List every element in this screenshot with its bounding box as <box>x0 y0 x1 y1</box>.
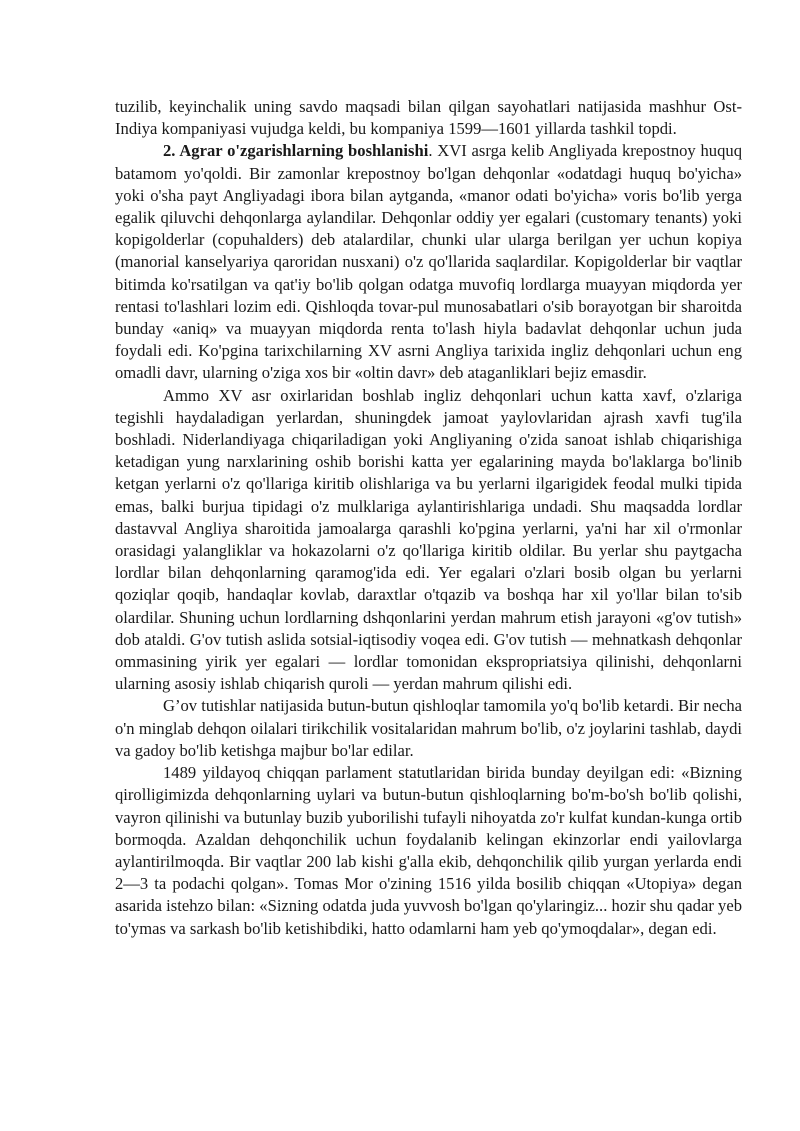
paragraph-text: . XVI asrga kelib Angliyada krepostnoy huquq batamom yo'qoldi. Bir zamonlar krepostnoy bo'lgan dehqonlar «odatdagi huquq bo'yicha» yoki o'sha payt Angliyadagi ibora bilan aytganda, «manor odati bo'yicha» voris bo'lib yerga egalik qiluvchi dehqonlarga aylandilar. Dehqonlar oddiy yer egalari (customary tenants) yoki kopigolderlar (copuhalders) deb atalardilar, chunki ular ularga berilgan yer uchun kopiya (manorial kanselyariya qaroridan nusxani) o'z qo'llarida saqlardilar. Kopigolderlar bir vaqtlar bitimda ko'rsatilgan va qat'iy bo'lib qolgan odatga muvofiq lordlarga muayyan miqdorda yer rentasi to'lashlari lozim edi. Qishloqda tovar-pul munosabatlari o'sib borayotgan bir sharoitda bunday «aniq» va muayyan miqdorda renta to'lash hiyla badavlat dehqonlar uchun juda foydali edi. Ko'pgina tarixchilarning XV asrni Angliya tarixida ingliz dehqonlari uchun eng omadli davr, ularning o'ziga xos bir «oltin davr» deb ataganliklari bejiz emasdir. <box>115 141 742 383</box>
paragraph-agrar-changes <box>115 140 742 384</box>
paragraph-parliament-statute: 1489 yildayoq chiqqan parlament statutlaridan birida bunday deyilgan edi: «Bizning qirolligimizda dehqonlarning uylari va butun-butun qishloqlarning bo'm-bo'sh bo'lib qolishi, vayron qilinishi va butunlay buzib yuborilishi tufayli nihoyatda zo'r kulfat kundan-kunga ortib bormoqda. Azaldan dehqonchilik uchun foydalanib kelingan ekinzorlar endi yailovlarga aylantirilmoqda. Bir vaqtlar 200 lab kishi g'alla ekib, dehqonchilik qilib yurgan yerlarda endi 2—3 ta podachi qolgan». Tomas Mor o'zining 1516 yilda bosilib chiqqan «Utopiya» degan asarida istehzo bilan: «Sizning odatda juda yuvvosh bo'lgan qo'ylaringiz... hozir shu qadar yeb to'ymas va sarkash bo'lib ketishibdiki, hatto odamlarni ham yeb qo'ymoqdalar», degan edi. <box>115 763 742 938</box>
paragraph-continuation: tuzilib, keyinchalik uning savdo maqsadi bilan qilgan sayohatlari natijasida mashhur Ost-Indiya kompaniyasi vujudga keldi, bu kompaniya 1599—1601 yillarda tashkil topdi. <box>115 97 742 139</box>
section-heading: 2. Agrar o'zgarishlarning boshlanishi <box>163 141 429 161</box>
document-page <box>115 96 742 940</box>
paragraph-village-loss: G’ov tutishlar natijasida butun-butun qishloqlar tamomila yo'q bo'lib ketardi. Bir necha o'n minglab dehqon oilalari tirikchilik vositalaridan mahrum bo'lib, o'z joylarini tashlab, daydi va gadoy bo'lib ketishga majbur bo'lar edilar. <box>115 696 742 760</box>
paragraph-enclosure-threat: Ammo XV asr oxirlaridan boshlab ingliz dehqonlari uchun katta xavf, o'zlariga tegishli haydaladigan yerlardan, shuningdek jamoat yaylovlaridan ajrash xavfi tug'ila boshladi. Niderlandiyaga chiqariladigan yoki Angliyaning o'zida sanoat ishlab chiqarishiga ketadigan yung narxlarining oshib borishi katta yer egalarining mayda bo'laklarga bo'linib ketgan yerlarni o'z qo'llariga kiritib olishlariga va bu yerlarni ilgarigidek feodal mulki tipida emas, balki burjua tipidagi o'z mulklariga aylantirishlariga undadi. Shu maqsadda lordlar dastavval Angliya sharoitida jamoalarga qarashli ko'pgina yerlarni, ya'ni har xil o'rmonlar orasidagi yalangliklar va hokazolarni o'z qo'llariga kiritib oldilar. Bu yerlar shu paytgacha lordlar bilan dehqonlarning qaramog'ida edi. Yer egalari o'zlari bosib olgan bu yerlarni qoziqlar qoqib, handaqlar kovlab, daraxtlar o'tqazib va boshqa har xil yo'llar bilan to'sib olardilar. Shuning uchun lordlarning dshqonlarini yerdan mahrum etish jarayoni «g'ov tutish» dob ataldi. G'ov tutish aslida sotsial-iqtisodiy voqea edi. G'ov tutish — mehnatkash dehqonlar ommasining yirik yer egalari — lordlar tomonidan ekspropriatsiya qilinishi, dehqonlarni ularning asosiy ishlab chiqarish quroli — yerdan mahrum qilishi edi. <box>115 385 742 694</box>
